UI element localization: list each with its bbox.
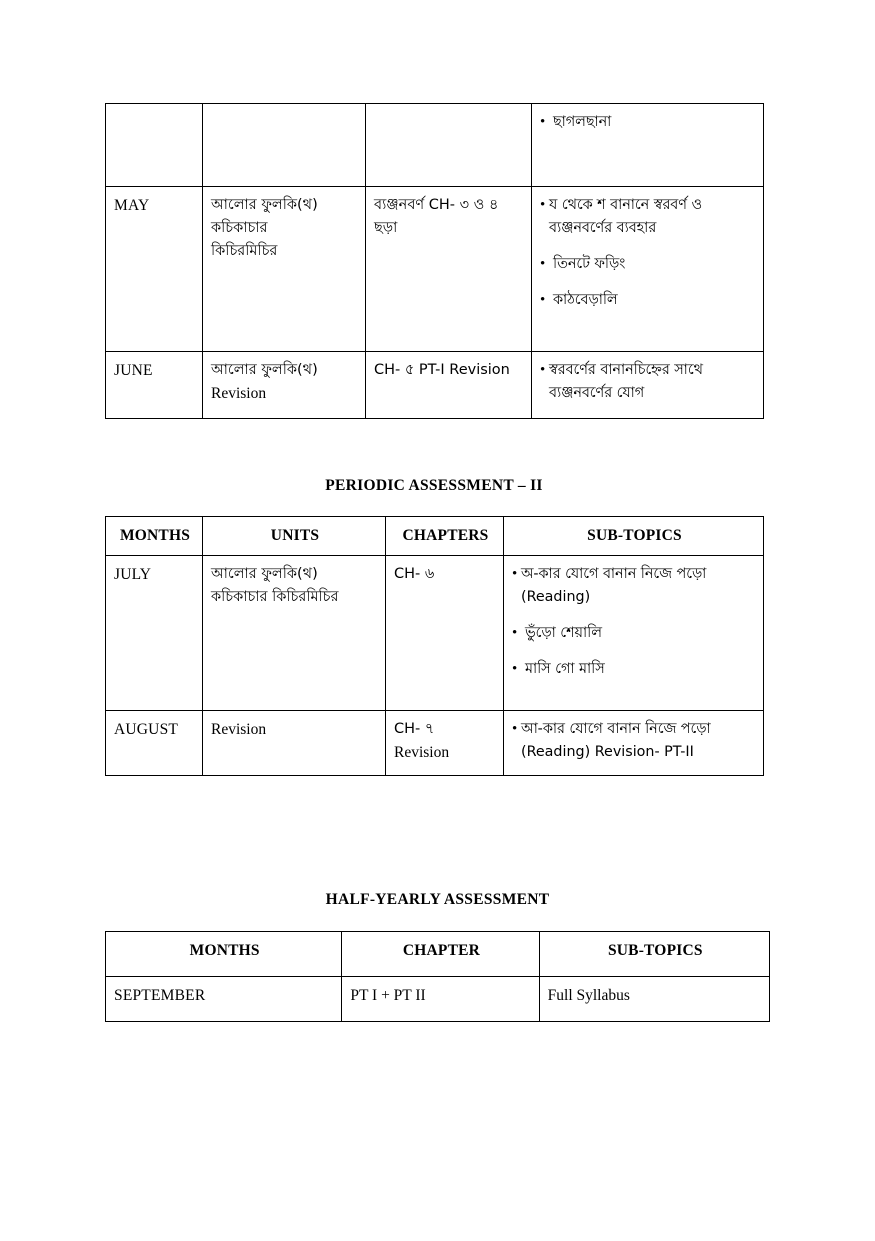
periodic-assessment-2-table-wrapper xyxy=(105,516,763,776)
unit-line: আলোর ফুলকি(থ) xyxy=(211,566,318,583)
table-row xyxy=(106,104,764,187)
periodic-assessment-1-table xyxy=(105,103,764,419)
column-header-subtopics: SUB-TOPICS xyxy=(504,517,764,556)
list-item: • ভুঁড়ো শেয়ালি xyxy=(512,622,757,645)
list-item: • অ-কার যোগে বানান নিজে পড়ো (Reading) xyxy=(512,563,757,609)
chapter-line: Revision xyxy=(394,744,450,762)
chapter-line: ব্যঞ্জনবর্ণ CH- ৩ ও ৪ xyxy=(374,197,499,213)
chapter-line: CH- ৬ xyxy=(394,566,435,583)
list-item: • স্বরবর্ণের বানানচিহ্নের সাথে ব্যঞ্জনবর্ণের যোগ xyxy=(540,359,757,405)
unit-line: Revision xyxy=(211,721,267,739)
unit-line: কিচিরমিচির xyxy=(211,243,278,260)
table-row xyxy=(106,711,764,776)
column-header-chapters: CHAPTERS xyxy=(386,517,504,556)
list-item: • আ-কার যোগে বানান নিজে পড়ো (Reading) Revision- PT-II xyxy=(512,718,757,764)
periodic-assessment-2-table xyxy=(105,516,764,776)
cell-chapter: PT I + PT II xyxy=(342,977,539,1022)
cell-month: JUNE xyxy=(106,352,203,419)
unit-line: কচিকাচার কিচিরমিচির xyxy=(211,589,339,606)
list-item: • মাসি গো মাসি xyxy=(512,658,757,681)
cell-subtopics: Full Syllabus xyxy=(539,977,769,1022)
column-header-units: UNITS xyxy=(203,517,386,556)
cell-month xyxy=(106,104,203,187)
cell-subtopics xyxy=(532,187,764,352)
cell-chapters xyxy=(386,711,504,776)
cell-units xyxy=(203,352,366,419)
table-row xyxy=(106,187,764,352)
cell-subtopics xyxy=(532,352,764,419)
cell-units xyxy=(203,104,366,187)
periodic-assessment-2-heading: PERIODIC ASSESSMENT – II xyxy=(325,477,543,494)
table-row xyxy=(106,352,764,419)
column-header-months: MONTHS xyxy=(106,517,203,556)
cell-subtopics xyxy=(532,104,764,187)
table-row xyxy=(106,556,764,711)
cell-chapters xyxy=(366,352,532,419)
column-header-months: MONTHS xyxy=(106,932,342,977)
cell-month: MAY xyxy=(106,187,203,352)
unit-line: Revision xyxy=(211,385,267,403)
cell-units xyxy=(203,187,366,352)
list-item: • ছাগলছানা xyxy=(540,111,757,134)
subtopic-list xyxy=(540,194,757,313)
chapter-line: ছড়া xyxy=(374,220,398,237)
chapter-line: CH- ৭ xyxy=(394,721,435,738)
cell-subtopics xyxy=(504,556,764,711)
half-yearly-assessment-heading: HALF-YEARLY ASSESSMENT xyxy=(325,891,550,908)
chapter-line: CH- ৫ PT-I Revision xyxy=(374,362,510,378)
table-header-row xyxy=(106,517,764,556)
subtopic-list xyxy=(512,563,757,682)
cell-units xyxy=(203,711,386,776)
periodic-assessment-1-table-wrapper xyxy=(105,103,763,419)
cell-subtopics xyxy=(504,711,764,776)
table-row xyxy=(106,977,770,1022)
cell-month: JULY xyxy=(106,556,203,711)
table-header-row xyxy=(106,932,770,977)
column-header-chapter: CHAPTER xyxy=(342,932,539,977)
cell-month: SEPTEMBER xyxy=(106,977,342,1022)
cell-month: AUGUST xyxy=(106,711,203,776)
half-yearly-assessment-table xyxy=(105,931,770,1022)
subtopic-list xyxy=(512,718,757,764)
list-item: • তিনটে ফড়িং xyxy=(540,253,757,276)
list-item: • কাঠবেড়ালি xyxy=(540,289,757,312)
half-yearly-assessment-table-wrapper xyxy=(105,931,770,1022)
cell-chapters xyxy=(386,556,504,711)
column-header-subtopics: SUB-TOPICS xyxy=(539,932,769,977)
list-item: • য থেকে শ বানানে স্বরবর্ণ ও ব্যঞ্জনবর্ণের ব্যবহার xyxy=(540,194,757,240)
unit-line: কচিকাচার xyxy=(211,220,268,237)
cell-units xyxy=(203,556,386,711)
cell-chapters xyxy=(366,187,532,352)
unit-line: আলোর ফুলকি(থ) xyxy=(211,197,318,213)
subtopic-list xyxy=(540,359,757,405)
subtopic-list xyxy=(540,111,757,134)
unit-line: আলোর ফুলকি(থ) xyxy=(211,362,318,378)
cell-chapters xyxy=(366,104,532,187)
